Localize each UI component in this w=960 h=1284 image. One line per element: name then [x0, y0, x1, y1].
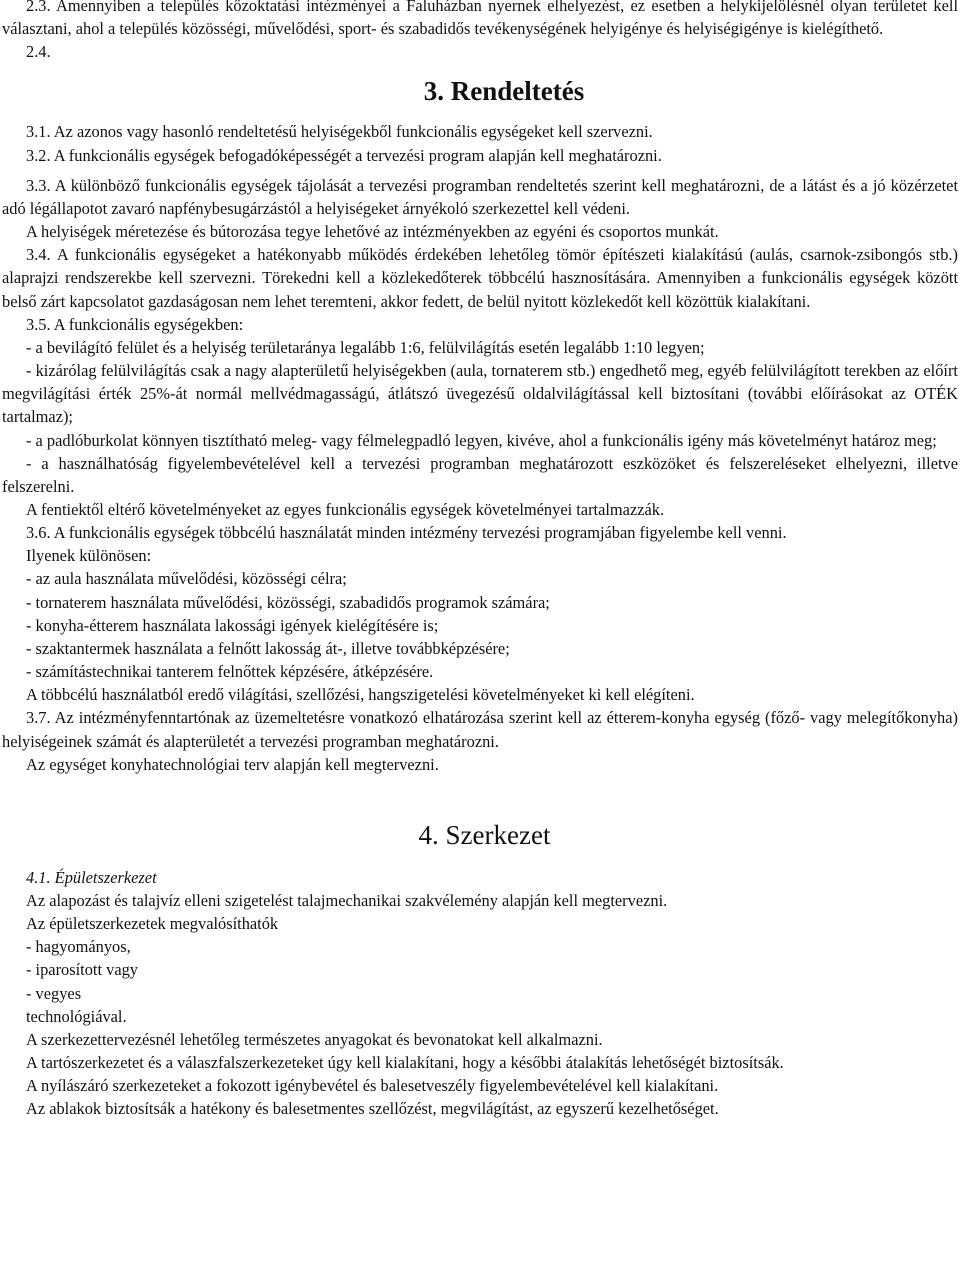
paragraph: 3.2. A funkcionális egységek befogadóképességét a tervezési program alapján kell meghatározni. [26, 145, 662, 165]
paragraph: - a használhatóság figyelembevételével kell a tervezési programban meghatározott eszközöket és felszereléseket elhelyezni, illetve felszerelni. [2, 453, 958, 496]
paragraph: - vegyes [26, 983, 82, 1003]
paragraph: 3.1. Az azonos vagy hasonló rendeltetésű helyiségekből funkcionális egységeket kell szervezni. [26, 122, 653, 142]
paragraph: A fentiektől eltérő követelményeket az egyes funkcionális egységek követelményei tartalmazzák. [26, 499, 665, 519]
paragraph: - kizárólag felülvilágítás csak a nagy alapterületű helyiségekben (aula, tornaterem stb.) engedhető meg, egyéb felülvilágított terekben az előírt megvilágítási érték 25%-át normál mellvédmagasságú, átlátszó üvegezésű oldalvilágítással kell biztosítani (további előírásokat az OTÉK tartalmaz); [2, 361, 958, 427]
spacer [2, 167, 958, 174]
paragraph: Az épületszerkezetek megvalósíthatók [26, 914, 279, 934]
paragraph: A helyiségek méretezése és bútorozása tegye lehetővé az intézményekben az egyéni és csoportos munkát. [26, 222, 719, 242]
paragraph: - konyha-étterem használata lakossági igények kielégítésére is; [26, 615, 439, 635]
paragraph: - a bevilágító felület és a helyiség területaránya legalább 1:6, felülvilágítás esetén legalább 1:10 legyen; [26, 337, 705, 357]
paragraph: 3.6. A funkcionális egységek többcélú használatát minden intézmény tervezési programjában figyelembe kell venni. [26, 523, 787, 543]
paragraph: - tornaterem használata művelődési, közösségi, szabadidős programok számára; [26, 592, 550, 612]
section-heading: 3. Rendeltetés [423, 76, 585, 107]
paragraph: - iparosított vagy [26, 960, 138, 980]
paragraph: Az alapozást és talajvíz elleni szigetelést talajmechanikai szakvélemény alapján kell megtervezni. [26, 891, 668, 910]
paragraph: Az ablakok biztosítsák a hatékony és balesetmentes szellőzést, megvilágítást, az egyszerű kezelhetőséget. [26, 1099, 719, 1119]
paragraph: Az egységet konyhatechnológiai terv alapján kell megtervezni. [26, 754, 439, 774]
paragraph: A többcélú használatból eredő világítási, szellőzési, hangszigetelési követelményeket ki kell elégíteni. [26, 685, 695, 705]
paragraph: 2.4. [26, 42, 51, 62]
paragraph: 3.4. A funkcionális egységeket a hatékonyabb működés érdekében lehetőleg tömör építészeti kialakítású (aulás, csarnok-zsibongós stb.) alaprajzi rendszerekbe kell szervezni. Törekedni kell a közlekedőterek többcélú hasznosítására. Amennyiben a funkcionális egységek között belső zárt kapcsolatot gazdaságosan nem lehet teremteni, akkor fedett, de belül nyitott közlekedőt kell közöttük kialakítani. [2, 245, 958, 311]
paragraph: A nyílászáró szerkezeteket a fokozott igénybevétel és balesetveszély figyelembevételével kell kialakítani. [26, 1076, 719, 1096]
paragraph: - az aula használata művelődési, közösségi célra; [26, 569, 347, 589]
paragraph: Ilyenek különösen: [26, 546, 152, 566]
paragraph: 2.3. Amennyiben a település közoktatási intézményei a Faluházban nyernek elhelyezést, ez esetben a helykijelölésnél olyan területet kell választani, ahol a település közösségi, művelődési, sport- és szabadidős tevékenységének helyigénye és helyiségigénye is kielégíthető. [2, 0, 958, 39]
paragraph: 3.7. Az intézményfenntartónak az üzemeltetésre vonatkozó elhatározása szerint kell az étterem-konyha egység (főző- vagy melegítőkonyha) helyiségeinek számát és alapterületét a tervezési programban meghatározni. [2, 708, 958, 751]
paragraph: - szaktantermek használata a felnőtt lakosság át-, illetve továbbképzésére; [26, 638, 510, 658]
paragraph: 3.5. A funkcionális egységekben: [26, 314, 244, 334]
paragraph: - hagyományos, [26, 937, 131, 957]
paragraph: - a padlóburkolat könnyen tisztítható meleg- vagy félmelegpadló legyen, kivéve, ahol a funkcionális igény más követelményt határoz meg; [26, 430, 937, 450]
paragraph: A tartószerkezetet és a válaszfalszerkezeteket úgy kell kialakítani, hogy a későbbi átalakítás lehetőségét biztosítsák. [26, 1053, 784, 1073]
section-heading: 4. Szerkezet [418, 819, 551, 850]
paragraph: technológiával. [26, 1006, 127, 1026]
paragraph: 4.1. Épületszerkezet [26, 867, 157, 887]
paragraph: A szerkezettervezésnél lehetőleg természetes anyagokat és bevonatokat kell alkalmazni. [26, 1029, 603, 1049]
paragraph: 3.3. A különböző funkcionális egységek tájolását a tervezési programban rendeltetés szerint kell meghatározni, de a látást és a jó közérzetet adó légállapotot zavaró napfénybesugárzástól a helyiségeket árnyékoló szerkezettel kell védeni. [2, 175, 958, 218]
paragraph: - számítástechnikai tanterem felnőttek képzésére, átképzésére. [26, 662, 434, 682]
